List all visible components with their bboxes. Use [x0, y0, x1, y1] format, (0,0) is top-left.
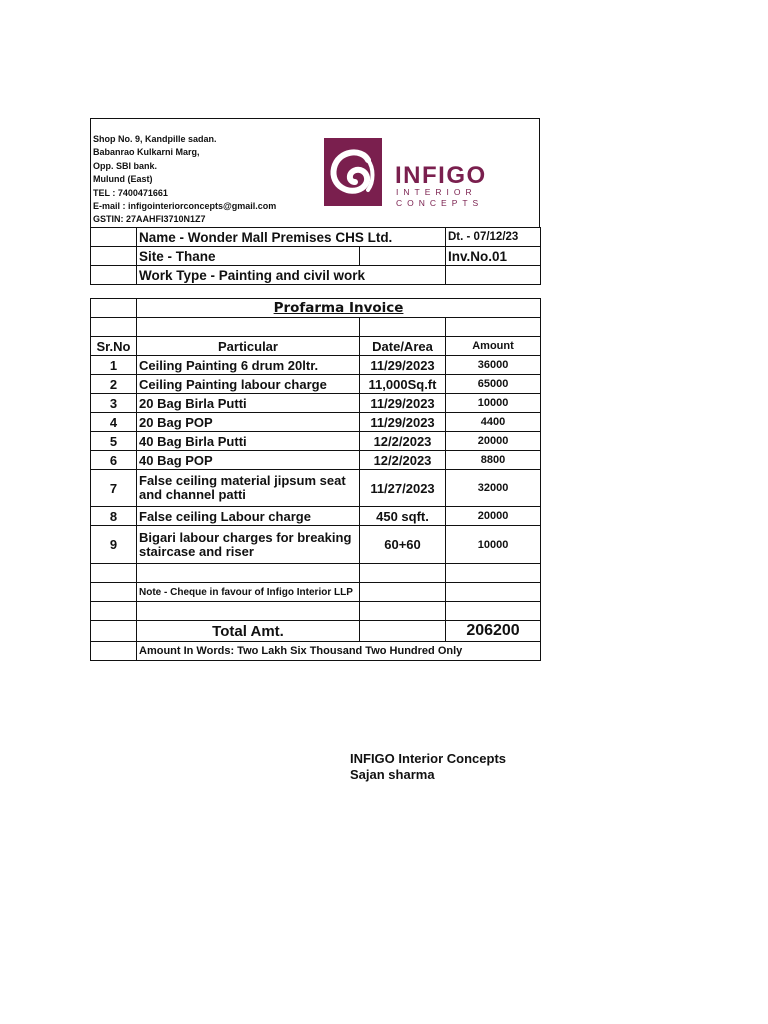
invoice-title: Profarma Invoice [137, 299, 541, 318]
total-row [91, 621, 541, 642]
item-sr: 1 [91, 356, 137, 375]
item-date-area: 60+60 [360, 526, 446, 564]
blank-cell [91, 642, 137, 661]
phone: TEL : 7400471661 [93, 187, 168, 198]
info-row [91, 228, 541, 247]
logo-wordmark: INFIGO [395, 162, 487, 189]
item-amount: 36000 [446, 356, 541, 375]
email: E-mail : infigointeriorconcepts@gmail.com [93, 201, 277, 212]
company-address [93, 133, 276, 227]
item-amount: 20000 [446, 432, 541, 451]
blank-cell [91, 621, 137, 642]
item-amount: 65000 [446, 375, 541, 394]
table-row [91, 375, 541, 394]
signature-company: INFIGO Interior Concepts [350, 751, 507, 766]
item-particular: 40 Bag Birla Putti [137, 432, 360, 451]
blank-cell [360, 247, 446, 266]
item-sr: 3 [91, 394, 137, 413]
total-amount: 206200 [446, 621, 541, 642]
col-header-sr: Sr.No [91, 337, 137, 356]
invoice-number: Inv.No.01 [446, 247, 541, 266]
item-sr: 9 [91, 526, 137, 564]
item-particular: Ceiling Painting labour charge [137, 375, 360, 394]
item-particular: 20 Bag Birla Putti [137, 394, 360, 413]
table-row [91, 394, 541, 413]
blank-cell [91, 299, 137, 318]
item-date-area: 11,000Sq.ft [360, 375, 446, 394]
info-row [91, 266, 541, 285]
col-header-particular: Particular [137, 337, 360, 356]
table-row [91, 470, 541, 507]
item-date-area: 11/29/2023 [360, 394, 446, 413]
item-particular: 20 Bag POP [137, 413, 360, 432]
item-particular: False ceiling Labour charge [137, 507, 360, 526]
company-logo [324, 138, 514, 210]
invoice-date: Dt. - 07/12/23 [446, 228, 541, 247]
item-particular: 40 Bag POP [137, 451, 360, 470]
gstin: GSTIN: 27AAHFI3710N1Z7 [93, 214, 206, 225]
empty-row [91, 602, 541, 621]
col-header-date-area: Date/Area [360, 337, 446, 356]
item-sr: 4 [91, 413, 137, 432]
payment-note: Note - Cheque in favour of Infigo Interior LLP [137, 583, 360, 602]
total-label: Total Amt. [137, 621, 360, 642]
blank-cell [91, 583, 137, 602]
item-date-area: 12/2/2023 [360, 432, 446, 451]
title-row [91, 299, 541, 318]
item-amount: 32000 [446, 470, 541, 507]
item-amount: 20000 [446, 507, 541, 526]
blank-cell [91, 266, 137, 285]
empty-row [91, 564, 541, 583]
invoice-table [90, 298, 541, 661]
table-row [91, 356, 541, 375]
item-particular: Ceiling Painting 6 drum 20ltr. [137, 356, 360, 375]
item-amount: 10000 [446, 526, 541, 564]
logo-tagline [396, 187, 483, 209]
item-date-area: 450 sqft. [360, 507, 446, 526]
site: Site - Thane [137, 247, 360, 266]
table-row [91, 451, 541, 470]
swirl-icon [324, 138, 382, 206]
item-date-area: 11/29/2023 [360, 413, 446, 432]
header-row [91, 337, 541, 356]
item-sr: 6 [91, 451, 137, 470]
logo-tagline-line2: CONCEPTS [396, 198, 484, 208]
table-row [91, 413, 541, 432]
blank-cell [91, 228, 137, 247]
item-amount: 4400 [446, 413, 541, 432]
table-row [91, 432, 541, 451]
item-amount: 10000 [446, 394, 541, 413]
amount-in-words: Amount In Words: Two Lakh Six Thousand Two Hundred Only [137, 642, 541, 661]
address-line: Opp. SBI bank. [93, 160, 158, 171]
blank-cell [91, 247, 137, 266]
info-row [91, 247, 541, 266]
words-row [91, 642, 541, 661]
client-name: Name - Wonder Mall Premises CHS Ltd. [137, 228, 446, 247]
blank-cell [360, 621, 446, 642]
item-sr: 2 [91, 375, 137, 394]
item-date-area: 12/2/2023 [360, 451, 446, 470]
client-info-table [90, 227, 541, 285]
item-date-area: 11/29/2023 [360, 356, 446, 375]
table-row [91, 526, 541, 564]
address-line: Babanrao Kulkarni Marg, [93, 147, 200, 158]
address-line: Shop No. 9, Kandpille sadan. [93, 134, 217, 144]
empty-row [91, 318, 541, 337]
blank-cell [446, 266, 541, 285]
item-sr: 8 [91, 507, 137, 526]
table-row [91, 507, 541, 526]
item-sr: 7 [91, 470, 137, 507]
work-type: Work Type - Painting and civil work [137, 266, 446, 285]
item-sr: 5 [91, 432, 137, 451]
item-date-area: 11/27/2023 [360, 470, 446, 507]
item-particular: Bigari labour charges for breaking staircase and riser [137, 526, 360, 564]
address-line: Mulund (East) [93, 174, 153, 185]
item-particular: False ceiling material jipsum seat and channel patti [137, 470, 360, 507]
company-header [90, 118, 540, 227]
item-amount: 8800 [446, 451, 541, 470]
signature-person: Sajan sharma [350, 767, 435, 782]
logo-tagline-line1: INTERIOR [396, 187, 477, 197]
signature-block [350, 751, 506, 783]
note-row [91, 583, 541, 602]
col-header-amount: Amount [446, 337, 541, 356]
